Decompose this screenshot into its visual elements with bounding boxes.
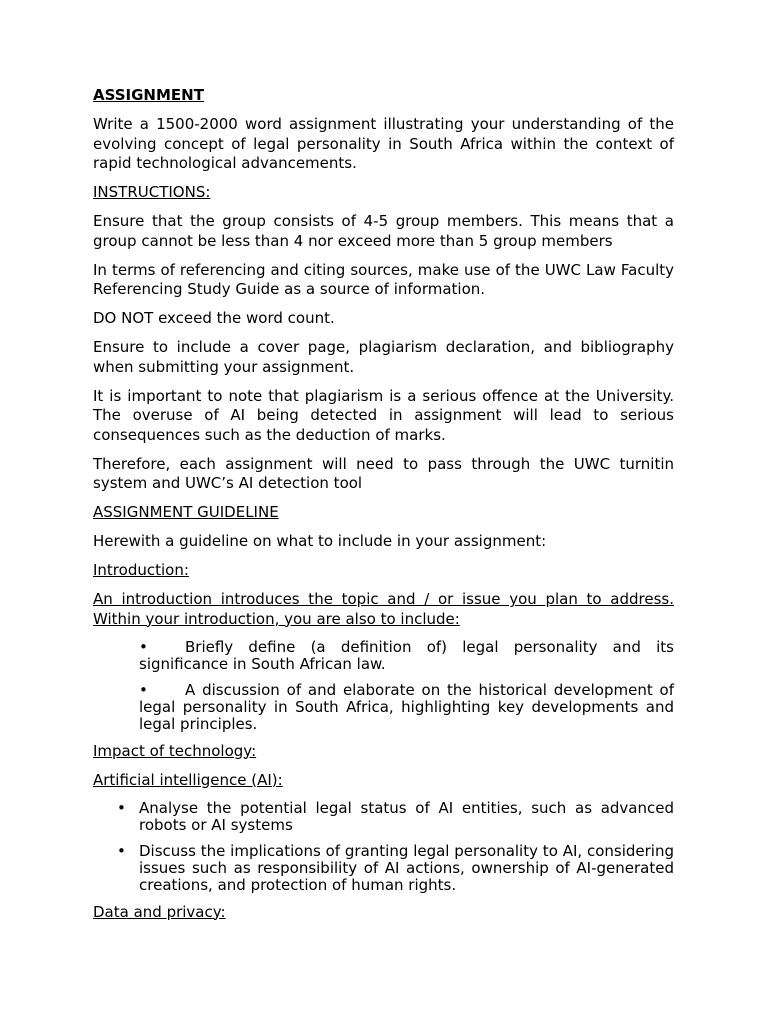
list-item [93, 639, 674, 673]
introduction-heading: Introduction: [93, 561, 189, 579]
instruction-referencing: In terms of referencing and citing sources, make use of the UWC Law Faculty Referencing Study Guide as a source of information. [93, 260, 674, 298]
bullet-icon: • [139, 680, 148, 699]
impact-heading: Impact of technology: [93, 741, 257, 760]
bullet-icon: • [139, 637, 148, 656]
guideline-heading: ASSIGNMENT GUIDELINE [93, 503, 279, 521]
instruction-turnitin: Therefore, each assignment will need to pass through the UWC turnitin system and UWC’s AI detection tool [93, 454, 674, 492]
document-title: ASSIGNMENT [93, 86, 204, 104]
instruction-word-count: DO NOT exceed the word count. [93, 309, 335, 327]
document-page [93, 86, 674, 932]
guideline-intro: Herewith a guideline on what to include in your assignment: [93, 532, 547, 550]
list-item [93, 682, 674, 733]
list-item-text: Analyse the potential legal status of AI entities, such as advanced robots or AI systems [139, 798, 674, 834]
instruction-plagiarism: It is important to note that plagiarism is a serious offence at the University. The overuse of AI being detected in assignment will lead to serious consequences such as the deduction of marks. [93, 386, 674, 444]
bullet-icon: • [117, 841, 126, 860]
list-item [93, 843, 674, 894]
assignment-description: Write a 1500-2000 word assignment illustrating your understanding of the evolving concept of legal personality in South Africa within the context of rapid technological advancements. [93, 115, 674, 172]
bullet-icon: • [117, 798, 126, 817]
list-item-text: Briefly define (a definition of) legal personality and its significance in South African law. [139, 637, 674, 673]
introduction-text: An introduction introduces the topic and / or issue you plan to address. Within your introduction, you are also to include: [93, 590, 674, 628]
instruction-cover-page: Ensure to include a cover page, plagiarism declaration, and bibliography when submitting your assignment. [93, 338, 674, 376]
ai-heading: Artificial intelligence (AI): [93, 770, 283, 789]
introduction-bullet-list [93, 639, 674, 733]
instruction-group-size: Ensure that the group consists of 4-5 group members. This means that a group cannot be less than 4 nor exceed more than 5 group members [93, 212, 674, 250]
list-item [93, 800, 674, 834]
ai-bullet-list [93, 800, 674, 894]
instructions-heading: INSTRUCTIONS: [93, 183, 211, 201]
data-privacy-heading: Data and privacy: [93, 902, 226, 921]
list-item-text: Discuss the implications of granting legal personality to AI, considering issues such as responsibility of AI actions, ownership of AI-generated creations, and protection of human rights. [139, 841, 674, 894]
list-item-text: A discussion of and elaborate on the historical development of legal personality in South Africa, highlighting key developments and legal principles. [139, 680, 674, 733]
